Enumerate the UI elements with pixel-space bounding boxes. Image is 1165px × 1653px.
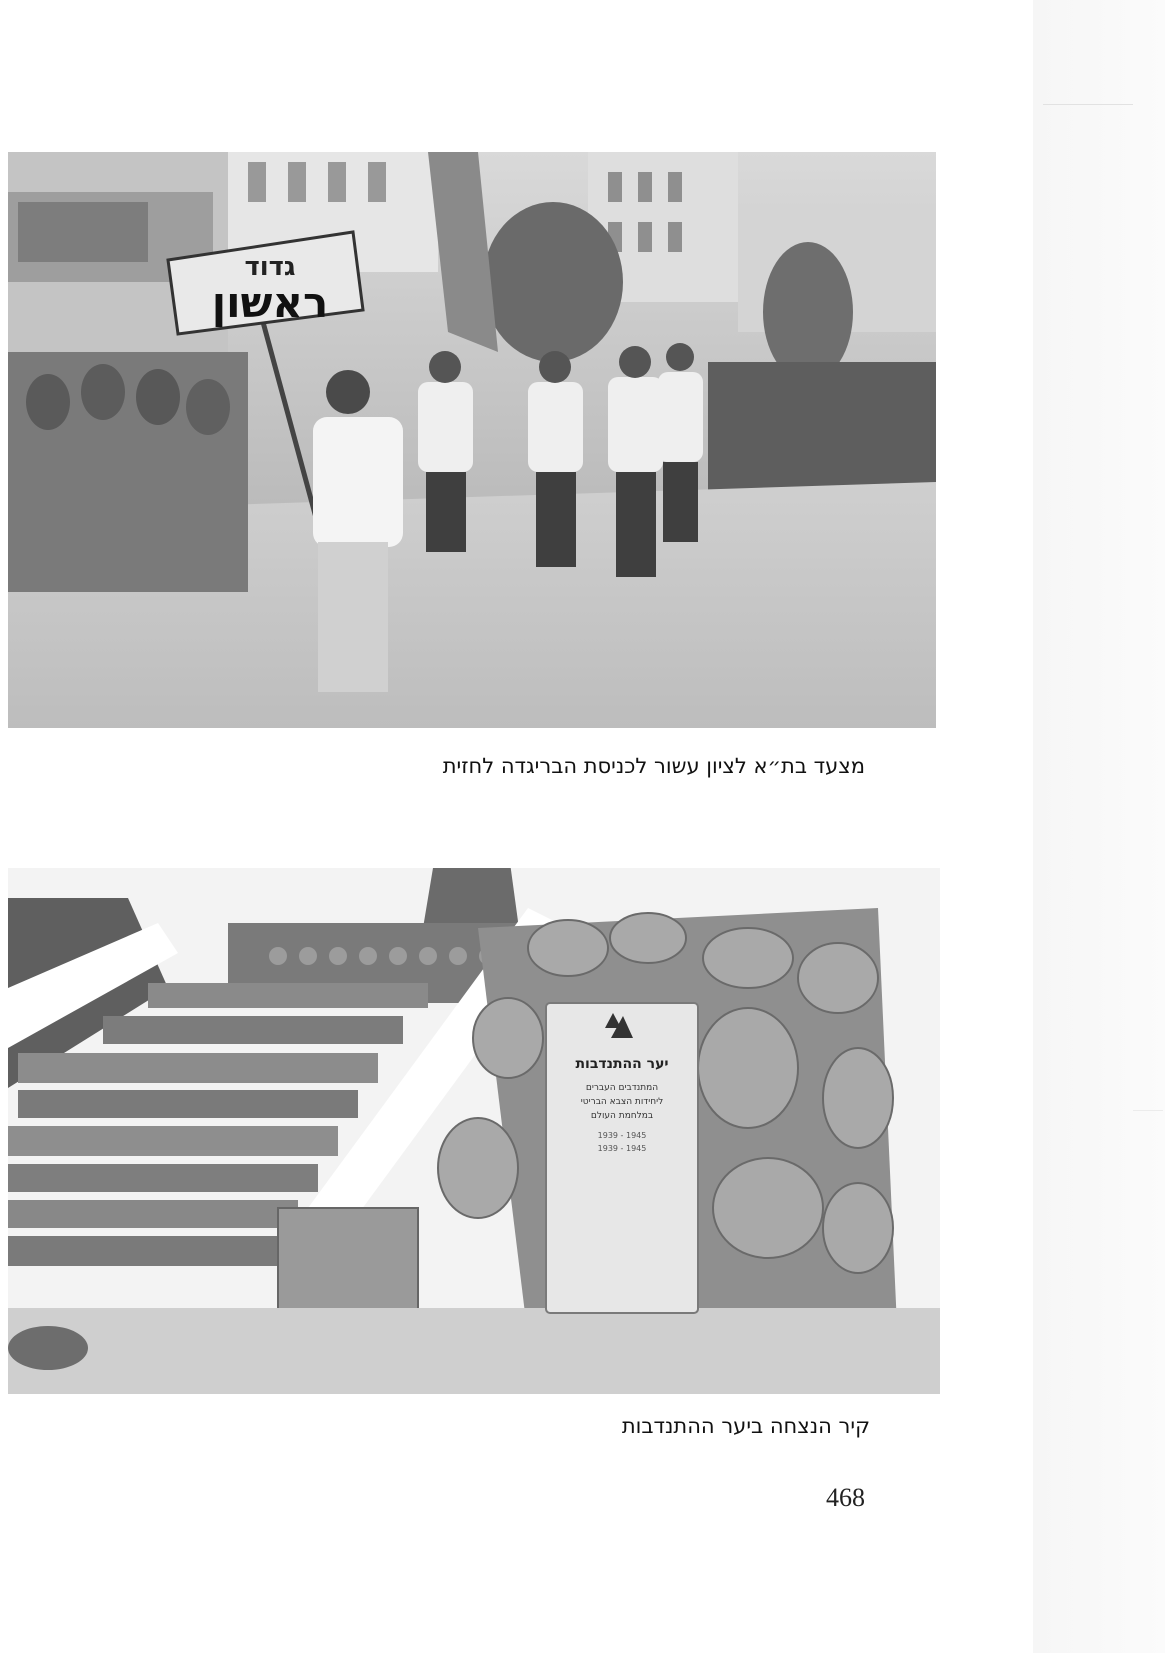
sign-text-line2: ראשון — [211, 278, 329, 327]
plaque-title: יער ההתנדבות — [575, 1056, 669, 1072]
plaque-line: 1939 - 1945 — [597, 1131, 647, 1140]
edge-mark — [1043, 104, 1133, 105]
parade-photo — [8, 152, 936, 728]
page-number: 468 — [826, 1483, 865, 1512]
plaque-line: 1939 - 1945 — [597, 1144, 647, 1153]
edge-mark — [1133, 1110, 1163, 1111]
sign-text-line1: גדוד — [244, 252, 296, 282]
plaque-line: המתנדבים העברים — [585, 1083, 659, 1093]
parade-photo-caption: מצעד בת״א לציון עשור לכניסת הבריגדה לחזית — [442, 754, 865, 778]
plaque-line: ליחידות הצבא הבריטי — [580, 1097, 664, 1107]
memorial-photo — [8, 868, 940, 1394]
plaque-line: במלחמת העולם — [590, 1111, 654, 1121]
page-edge-shadow — [1033, 0, 1165, 1653]
memorial-photo-caption: קיר הנצחה ביער ההתנדבות — [621, 1414, 870, 1438]
memorial-photo-illustration — [8, 868, 940, 1394]
parade-photo-illustration — [8, 152, 936, 728]
